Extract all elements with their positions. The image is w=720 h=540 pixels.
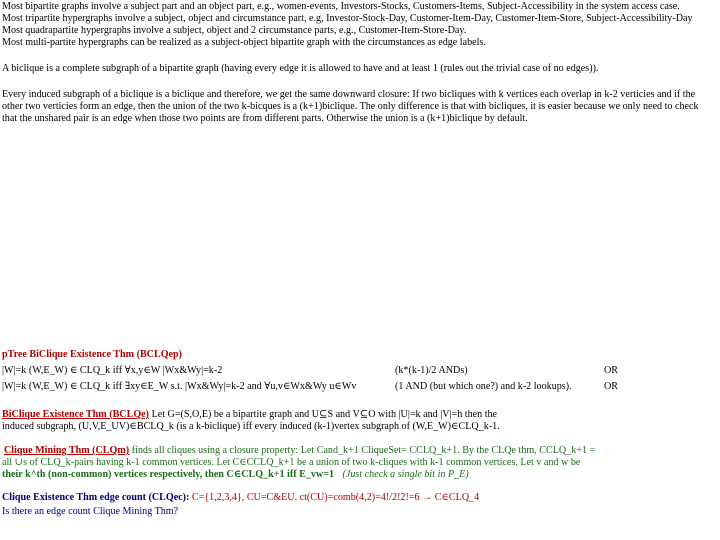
clqm-statement-line-3 bbox=[2, 469, 469, 481]
intro-line-1: Most bipartite graphs involve a subject part and an object part, e.g., women-events, Investors-Stocks, Customers-Items, Subject-Accessibility in the system access case. bbox=[2, 1, 680, 12]
intro-line-4: Most multi-partite hypergraphs can be realized as a subject-object bipartite graph with the circumstances as edge labels. bbox=[2, 37, 486, 48]
clqm-title: Clique Mining Thm (CLQm) bbox=[4, 445, 130, 456]
closure-line-2: other two verticies form an edge, then the union of the two k-bicques is a (k+1)biclique. The only difference is that with bicliques, it is easier because we only need to check bbox=[2, 101, 699, 112]
ptree-row-1-condition: |W|=k (W,E_W) ∈ CLQ_k iff ∀x,y∈W |Wx&Wy|=k-2 bbox=[2, 365, 223, 376]
bclqe-statement-line-1 bbox=[2, 409, 497, 421]
ptree-row-2-cost: (1 AND (but which one?) and k-2 lookups). bbox=[395, 381, 572, 392]
clqm-statement-line-1 bbox=[4, 445, 595, 457]
open-question: Is there an edge count Clique Mining Thm? bbox=[2, 506, 179, 517]
clqm-text-3: their k^th (non-common) vertices respectively, then C∈CLQ_k+1 iff E_vw=1 bbox=[2, 469, 335, 480]
biclique-definition: A biclique is a complete subgraph of a bipartite graph (having every edge it is allowed to have and at least 1 (rules out the trivial case of no edges)). bbox=[2, 63, 599, 74]
intro-line-3: Most quadrapartite hypergraphs involve a subject, object and 2 circumstance parts, e.g., Customer-Item-Store-Day. bbox=[2, 25, 467, 36]
ptree-row-1-or: OR bbox=[604, 365, 619, 376]
clqec-text: C={1,2,3,4}, CU=C&EU. ct(CU)=comb(4,2)=4!/2!2!=6 → C∈CLQ_4 bbox=[191, 492, 480, 503]
closure-line-1: Every induced subgraph of a biclique is a biclique and therefore, we get the same downward closure: If two bicliques with k vertices each overlap in k-2 verticies and if the bbox=[2, 89, 696, 100]
clqec-title: Clique Existence Thm edge count (CLQec): bbox=[2, 492, 190, 503]
bclqe-statement-line-2: induced subgraph, (U,V,E_UV)∈BCLQ_k (is a k-biclique) iff every induced (k-1)vertex subgraph of (W,E_W)∈CLQ_k-1. bbox=[2, 421, 500, 432]
clqec-statement bbox=[2, 492, 479, 504]
clqm-text-1: finds all cliques using a closure property: Let Cand_k+1 CliqueSet= CCLQ_k+1. By the CLQe thm, CCLQ_k+1 = bbox=[131, 445, 596, 456]
clqm-note: (Just check a single bit in P_E) bbox=[342, 469, 469, 480]
ptree-row-2-condition: |W|=k (W,E_W) ∈ CLQ_k iff ∃xy∈E_W s.t. |Wx&Wy|=k-2 and ∀u,v∈Wx&Wy u∈Wv bbox=[2, 381, 357, 392]
ptree-row-2-or: OR bbox=[604, 381, 619, 392]
ptree-theorem-title: pTree BiClique Existence Thm (BCLQep) bbox=[2, 349, 183, 360]
bclqe-text-1: Let G=(S,O,E) be a bipartite graph and U⊆S and V⊆O with |U|=k and |V|=h then the bbox=[151, 409, 498, 420]
closure-line-3: that the unshared pair is an edge when those two points are from different parts. Otherwise the union is a (k+1)biclique by default. bbox=[2, 113, 528, 124]
ptree-row-1-cost: (k*(k-1)/2 ANDs) bbox=[395, 365, 468, 376]
intro-line-2: Most tripartite hypergraphs involve a subject, object and circumstance part, e.g, Investor-Stock-Day, Customer-Item-Day, Customer-Item-Store, Subject-Accessibility-Day bbox=[2, 13, 693, 24]
bclqe-title: BiClique Existence Thm (BCLQe) bbox=[2, 409, 150, 420]
clqm-statement-line-2: all ∪s of CLQ_k-pairs having k-1 common vertices. Let C∈CCLQ_k+1 be a union of two k-cliques with k-1 common vertices. Let v and w be bbox=[2, 457, 581, 468]
